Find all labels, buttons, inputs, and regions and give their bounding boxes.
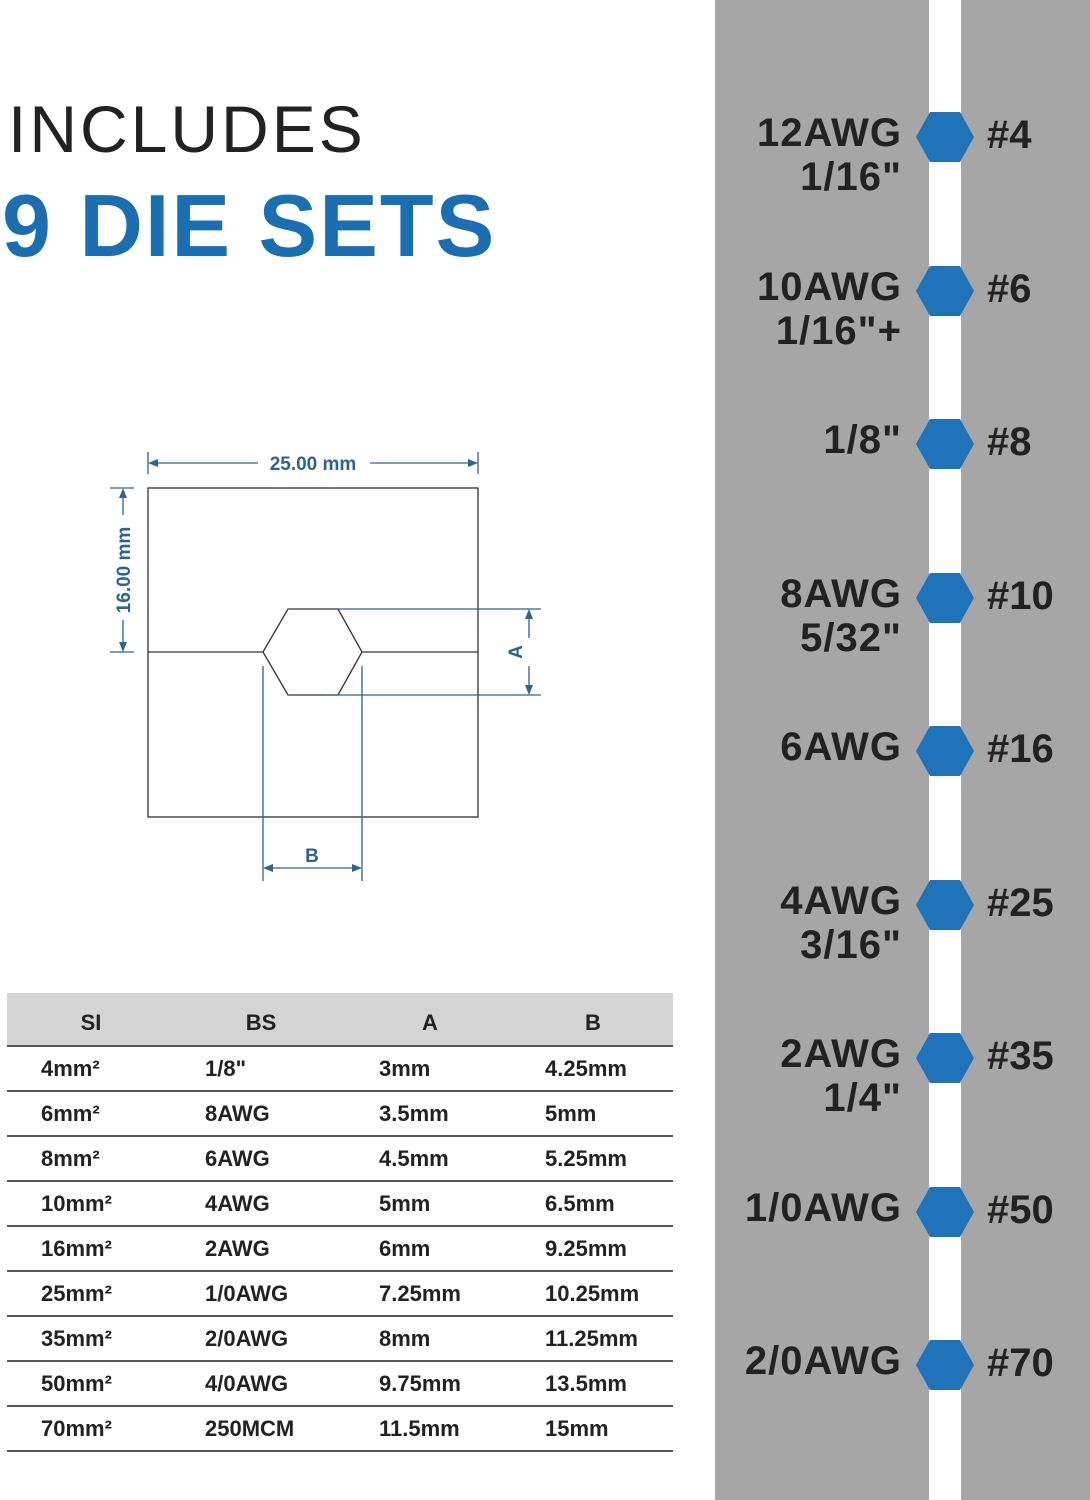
- die-size-label: [780, 1032, 902, 1120]
- cell-a: 7.25mm: [347, 1271, 513, 1316]
- cell-si: 50mm²: [7, 1361, 175, 1406]
- hexagon-icon: [915, 1186, 975, 1238]
- hexagon-icon: [915, 111, 975, 163]
- die-number-label: #25: [987, 880, 1054, 925]
- die-size-line: 2/0AWG: [744, 1339, 902, 1383]
- heading-includes: INCLUDES: [8, 92, 366, 166]
- table-row: [7, 1316, 673, 1361]
- die-number-label: #35: [987, 1034, 1054, 1078]
- table-row: [7, 1046, 673, 1091]
- hexagon-icon: [915, 572, 975, 624]
- die-size-line: 1/16"+: [775, 308, 902, 353]
- a-dimension-label: A: [506, 645, 527, 659]
- hexagon-icon: [915, 265, 975, 317]
- die-size-line: 8AWG: [780, 571, 902, 616]
- cell-b: 13.5mm: [513, 1361, 673, 1406]
- die-size-line: 1/16": [800, 155, 902, 199]
- cell-si: 6mm²: [7, 1091, 175, 1136]
- die-size-line: 5/32": [800, 615, 902, 660]
- die-size-label: [757, 265, 902, 353]
- die-size-line: 3/16": [800, 922, 902, 967]
- cell-b: 11.25mm: [513, 1316, 673, 1361]
- hexagon-shape: [916, 419, 974, 469]
- hexagon-shape: [916, 726, 974, 776]
- die-number-label: #8: [987, 420, 1032, 464]
- arrowhead-height-top: [119, 488, 127, 498]
- die-size-label: [757, 111, 902, 199]
- cell-b: 5mm: [513, 1091, 673, 1136]
- cell-a: 5mm: [347, 1181, 513, 1226]
- die-dimension-diagram: [100, 440, 560, 890]
- hexagon-cavity: [263, 609, 362, 695]
- arrowhead-width-right: [468, 459, 478, 467]
- cell-si: 8mm²: [7, 1136, 175, 1181]
- die-size-label: [745, 1186, 902, 1230]
- cell-bs: 4AWG: [175, 1181, 347, 1226]
- die-size-line: 2AWG: [780, 1032, 902, 1076]
- cell-b: 4.25mm: [513, 1046, 673, 1091]
- die-size-label: [745, 1339, 902, 1383]
- width-dimension-label: 25.00 mm: [269, 454, 357, 475]
- cell-b: 15mm: [513, 1406, 673, 1451]
- die-size-label: [780, 572, 902, 660]
- hexagon-shape: [916, 112, 974, 162]
- cell-b: 9.25mm: [513, 1226, 673, 1271]
- die-size-line: 6AWG: [780, 725, 902, 769]
- die-number-label: #10: [987, 573, 1054, 618]
- cell-a: 9.75mm: [347, 1361, 513, 1406]
- cell-b: 6.5mm: [513, 1181, 673, 1226]
- arrowhead-width-left: [148, 459, 158, 467]
- hexagon-shape: [916, 266, 974, 316]
- table-row: [7, 1136, 673, 1181]
- die-size-line: 12AWG: [756, 111, 902, 155]
- cell-a: 8mm: [347, 1316, 513, 1361]
- die-size-line: 4AWG: [780, 878, 902, 923]
- cell-si: 16mm²: [7, 1226, 175, 1271]
- cell-bs: 1/8": [175, 1046, 347, 1091]
- cell-bs: 2/0AWG: [175, 1316, 347, 1361]
- table-row: [7, 1271, 673, 1316]
- hexagon-shape: [916, 880, 974, 930]
- cell-a: 3mm: [347, 1046, 513, 1091]
- cell-bs: 4/0AWG: [175, 1361, 347, 1406]
- die-spec-table: [7, 993, 673, 1452]
- die-size-line: 1/0AWG: [744, 1185, 902, 1230]
- die-set-panel: [715, 0, 1090, 1500]
- hexagon-icon: [915, 1032, 975, 1084]
- hexagon-shape: [916, 1033, 974, 1083]
- cell-bs: 6AWG: [175, 1136, 347, 1181]
- die-size-label: [780, 725, 902, 769]
- die-number-label: #4: [987, 113, 1032, 157]
- cell-si: 35mm²: [7, 1316, 175, 1361]
- die-number-label: #16: [987, 727, 1054, 771]
- heading-die-sets: 9 DIE SETS: [2, 176, 497, 275]
- die-number-label: #50: [987, 1187, 1054, 1232]
- arrowhead-b-left: [263, 864, 273, 872]
- cell-bs: 1/0AWG: [175, 1271, 347, 1316]
- cell-a: 3.5mm: [347, 1091, 513, 1136]
- hexagon-icon: [915, 1339, 975, 1391]
- cell-si: 25mm²: [7, 1271, 175, 1316]
- b-dimension-label: B: [305, 846, 319, 867]
- arrowhead-a-bottom: [525, 685, 533, 695]
- table-row: [7, 1361, 673, 1406]
- height-dimension-label: 16.00 mm: [114, 526, 135, 614]
- cell-si: 70mm²: [7, 1406, 175, 1451]
- cell-a: 11.5mm: [347, 1406, 513, 1451]
- die-number-label: #6: [987, 266, 1032, 311]
- die-size-label: [823, 418, 902, 462]
- table-header-row: [7, 993, 673, 1046]
- hexagon-shape: [916, 573, 974, 623]
- cell-a: 4.5mm: [347, 1136, 513, 1181]
- hexagon-icon: [915, 418, 975, 470]
- arrowhead-a-top: [525, 609, 533, 619]
- table-row: [7, 1226, 673, 1271]
- header-si: SI: [7, 993, 175, 1046]
- die-size-line: 1/8": [823, 418, 902, 462]
- hexagon-icon: [915, 725, 975, 777]
- cell-b: 5.25mm: [513, 1136, 673, 1181]
- cell-bs: 2AWG: [175, 1226, 347, 1271]
- header-bs: BS: [175, 993, 347, 1046]
- arrowhead-height-bottom: [119, 642, 127, 652]
- cell-si: 10mm²: [7, 1181, 175, 1226]
- arrowhead-b-right: [352, 864, 362, 872]
- hexagon-shape: [916, 1187, 974, 1237]
- header-a: A: [347, 993, 513, 1046]
- hexagon-icon: [915, 879, 975, 931]
- die-size-label: [780, 879, 902, 967]
- cell-b: 10.25mm: [513, 1271, 673, 1316]
- die-number-label: #70: [987, 1341, 1054, 1385]
- table-row: [7, 1181, 673, 1226]
- cell-a: 6mm: [347, 1226, 513, 1271]
- cell-bs: 8AWG: [175, 1091, 347, 1136]
- table-row: [7, 1091, 673, 1136]
- cell-si: 4mm²: [7, 1046, 175, 1091]
- hexagon-shape: [916, 1340, 974, 1390]
- header-b: B: [513, 993, 673, 1046]
- cell-bs: 250MCM: [175, 1406, 347, 1451]
- die-size-line: 1/4": [823, 1076, 902, 1120]
- die-size-line: 10AWG: [756, 264, 902, 309]
- table-row: [7, 1406, 673, 1451]
